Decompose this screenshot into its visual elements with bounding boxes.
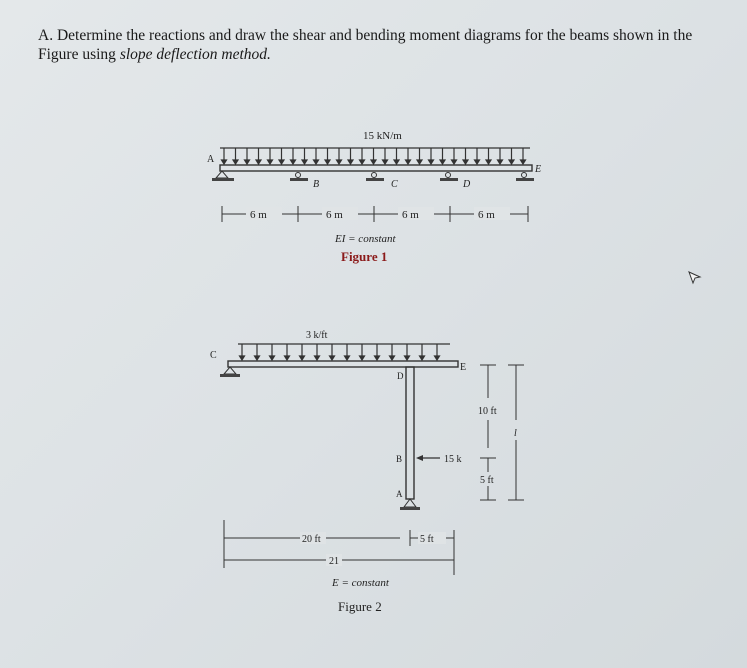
load-arrowhead	[285, 356, 290, 360]
load-arrowhead	[268, 160, 273, 164]
fig1-load-arrows	[222, 148, 526, 164]
load-arrowhead	[463, 160, 468, 164]
fig1-support-a	[212, 171, 234, 181]
fig1-node-c: C	[391, 179, 398, 190]
load-arrowhead	[406, 160, 411, 164]
load-arrowhead	[375, 356, 380, 360]
fig2-stiffness: E = constant	[332, 577, 389, 589]
load-arrowhead	[255, 356, 260, 360]
fig1-node-d: D	[463, 179, 471, 190]
load-arrowhead	[371, 160, 376, 164]
load-arrowhead	[360, 356, 365, 360]
fig1-node-e: E	[535, 164, 542, 175]
fig2-dim-l: l	[514, 428, 517, 439]
fig2-node-a: A	[396, 489, 403, 499]
load-arrowhead	[383, 160, 388, 164]
fig2-dim-5ft-right: 5 ft	[480, 475, 494, 486]
load-arrowhead	[345, 356, 350, 360]
fig1-beam	[220, 165, 532, 171]
load-arrowhead	[256, 160, 261, 164]
load-arrowhead	[405, 356, 410, 360]
load-arrowhead	[440, 160, 445, 164]
load-arrowhead	[521, 160, 526, 164]
load-arrowhead	[222, 160, 227, 164]
problem-text: A. Determine the reactions and draw the shear and bending moment diagrams for the beams shown in the Figure using	[38, 27, 693, 63]
load-arrowhead	[394, 160, 399, 164]
fig2-column	[406, 367, 414, 499]
load-arrowhead	[509, 160, 514, 164]
fig2-beam	[228, 361, 458, 367]
load-arrowhead	[279, 160, 284, 164]
load-arrowhead	[245, 160, 250, 164]
fig1-support-c	[366, 173, 384, 182]
load-arrowhead	[390, 356, 395, 360]
mouse-cursor-icon	[688, 271, 702, 285]
load-arrowhead	[240, 356, 245, 360]
load-arrowhead	[498, 160, 503, 164]
fig2-load-arrows	[240, 344, 440, 360]
fig2-dim-5ft: 5 ft	[420, 534, 434, 545]
fig2-support-c	[220, 367, 240, 377]
fig1-caption: Figure 1	[341, 249, 388, 264]
figure-2-diagram	[210, 330, 524, 614]
fig1-support-e	[516, 173, 534, 182]
load-arrowhead	[337, 160, 342, 164]
load-arrowhead	[302, 160, 307, 164]
fig2-support-a	[400, 499, 420, 510]
fig2-dim-10ft: 10 ft	[478, 406, 497, 417]
load-arrowhead	[270, 356, 275, 360]
fig2-dim-21: 21	[329, 556, 339, 567]
fig1-load-label: 15 kN/m	[363, 130, 402, 142]
fig1-node-a: A	[207, 154, 215, 165]
load-arrowhead	[314, 160, 319, 164]
load-arrowhead	[435, 356, 440, 360]
load-arrowhead	[429, 160, 434, 164]
load-arrowhead	[420, 356, 425, 360]
load-arrowhead	[325, 160, 330, 164]
fig1-span-2: 6 m	[326, 209, 343, 221]
load-arrowhead	[417, 160, 422, 164]
fig2-node-d: D	[397, 371, 404, 381]
fig1-stiffness: EI = constant	[335, 233, 396, 245]
fig1-span-4: 6 m	[478, 209, 495, 221]
fig1-span-3: 6 m	[402, 209, 419, 221]
fig2-node-e: E	[460, 362, 467, 373]
problem-method: slope deflection method.	[119, 46, 271, 63]
load-arrowhead	[330, 356, 335, 360]
load-arrowhead	[486, 160, 491, 164]
fig2-caption: Figure 2	[338, 599, 382, 614]
load-arrowhead	[291, 160, 296, 164]
fig2-dim-20ft: 20 ft	[302, 534, 321, 545]
load-arrowhead	[475, 160, 480, 164]
load-arrowhead	[452, 160, 457, 164]
fig1-support-d	[440, 173, 458, 182]
load-arrowhead	[315, 356, 320, 360]
fig1-node-b: B	[313, 179, 320, 190]
load-arrowhead	[300, 356, 305, 360]
load-arrowhead	[348, 160, 353, 164]
fig1-span-1: 6 m	[250, 209, 267, 221]
load-arrowhead	[233, 160, 238, 164]
fig2-load-label: 3 k/ft	[306, 330, 328, 341]
fig2-point-load: 15 k	[444, 454, 462, 465]
fig2-node-b: B	[396, 454, 403, 464]
fig2-node-c: C	[210, 350, 217, 361]
fig1-support-b	[290, 173, 308, 182]
load-arrowhead	[360, 160, 365, 164]
